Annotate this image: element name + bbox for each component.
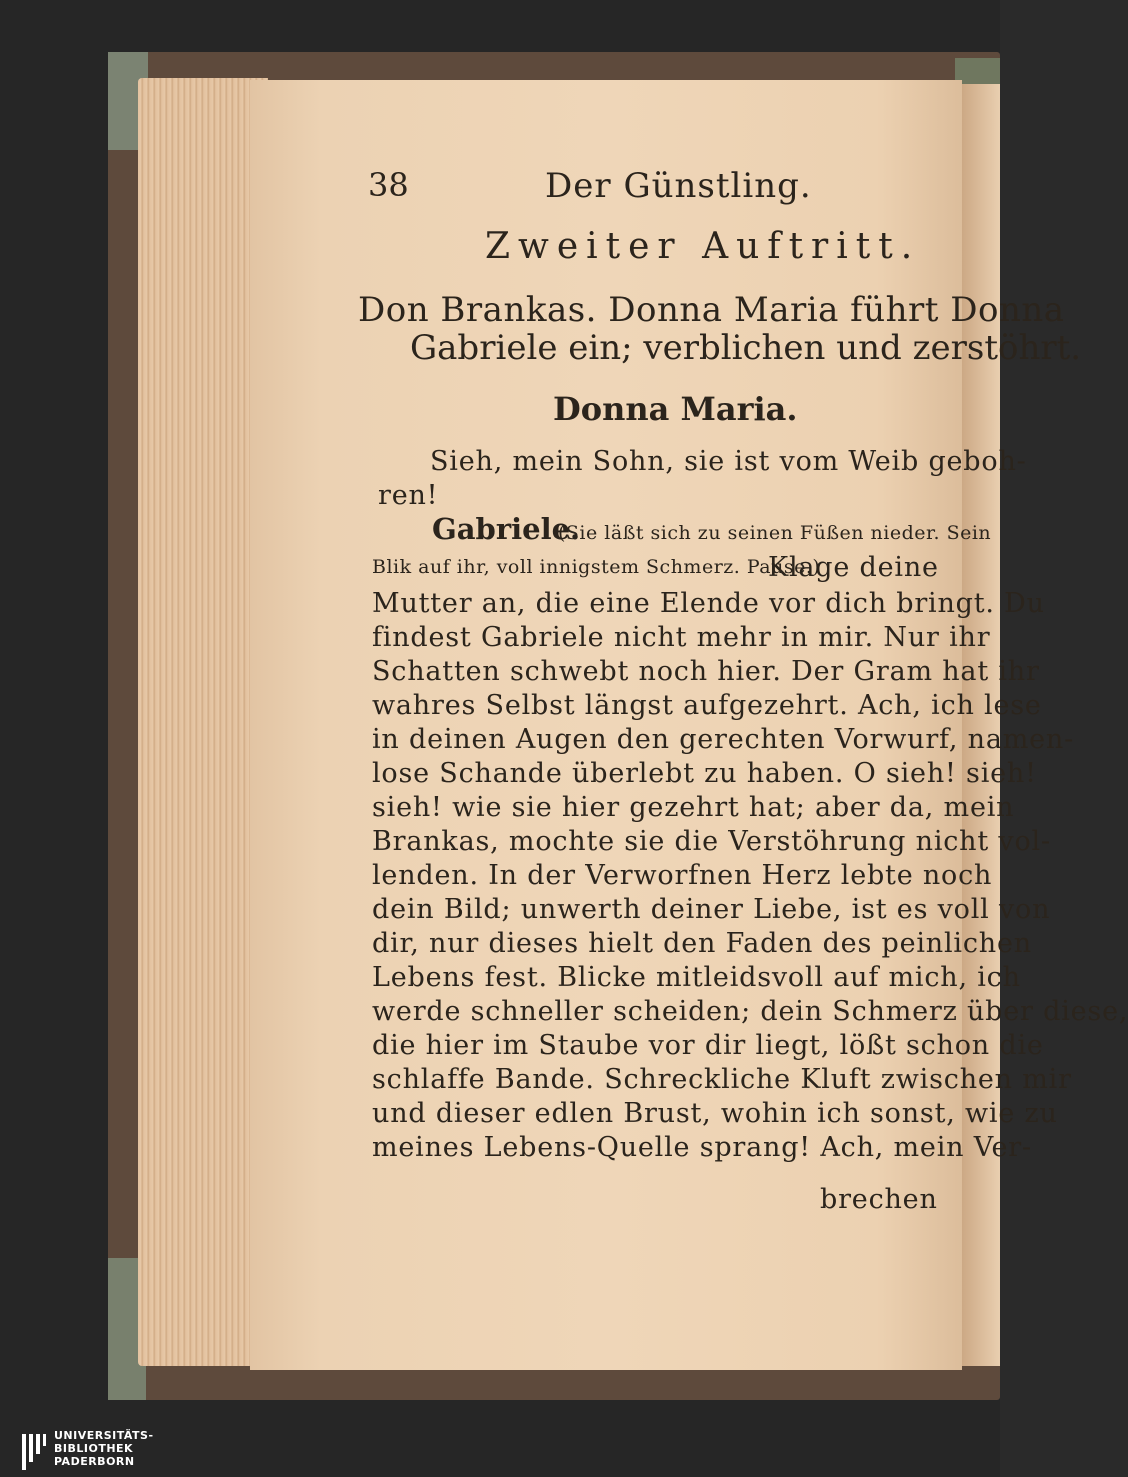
speech-line: Sieh, mein Sohn, sie ist vom Weib geboh- xyxy=(430,446,1027,477)
scene-heading: Zweiter Auftritt. xyxy=(485,226,921,267)
stage-direction-line: Blik auf ihr, voll innigstem Schmerz. Pause.) xyxy=(372,556,821,578)
speech-line: dein Bild; unwerth deiner Liebe, ist es voll von xyxy=(372,894,1051,925)
library-name-line: UNIVERSITÄTS- xyxy=(54,1429,154,1442)
speech-line: werde schneller scheiden; dein Schmerz über diese, xyxy=(372,996,1128,1027)
library-name-line: BIBLIOTHEK xyxy=(54,1442,134,1455)
stage-direction-line: Gabriele ein; verblichen und zerstöhrt. xyxy=(410,328,1082,368)
speech-line: findest Gabriele nicht mehr in mir. Nur ihr xyxy=(372,622,991,653)
library-name-line: PADERBORN xyxy=(54,1455,135,1468)
speech-line: in deinen Augen den gerechten Vorwurf, namen- xyxy=(372,724,1075,755)
speech-line: Brankas, mochte sie die Verstöhrung nicht vol- xyxy=(372,826,1051,857)
speech-line: Klage deine xyxy=(768,552,939,583)
speech-line: Lebens fest. Blicke mitleidsvoll auf mich, ich xyxy=(372,962,1021,993)
speech-line: lose Schande überlebt zu haben. O sieh! sieh! xyxy=(372,758,1037,789)
stage-direction-line: Don Brankas. Donna Maria führt Donna xyxy=(358,290,1065,330)
catchword: brechen xyxy=(820,1184,938,1215)
library-logo-icon xyxy=(20,1432,48,1472)
speaker-name: Donna Maria. xyxy=(553,390,798,428)
speech-line: dir, nur dieses hielt den Faden des peinlichen xyxy=(372,928,1032,959)
speech-line: wahres Selbst längst aufgezehrt. Ach, ich lese xyxy=(372,690,1042,721)
speech-line: schlaffe Bande. Schreckliche Kluft zwischen mir xyxy=(372,1064,1072,1095)
stage-direction-line: (Sie läßt sich zu seinen Füßen nieder. Sein xyxy=(558,522,992,544)
page-number: 38 xyxy=(368,166,409,204)
speech-line: Schatten schwebt noch hier. Der Gram hat ihr xyxy=(372,656,1040,687)
speech-line: lenden. In der Verworfnen Herz lebte noch xyxy=(372,860,993,891)
speech-line: meines Lebens-Quelle sprang! Ach, mein Ver- xyxy=(372,1132,1032,1163)
speaker-name: Gabriele. xyxy=(432,512,581,546)
speech-line: und dieser edlen Brust, wohin ich sonst, wie zu xyxy=(372,1098,1058,1129)
speech-line: die hier im Staube vor dir liegt, lößt schon die xyxy=(372,1030,1044,1061)
speech-line: ren! xyxy=(378,480,439,511)
speech-line: sieh! wie sie hier gezehrt hat; aber da, mein xyxy=(372,792,1015,823)
running-title: Der Günstling. xyxy=(545,166,812,206)
speech-line: Mutter an, die eine Elende vor dich bringt. Du xyxy=(372,588,1045,619)
